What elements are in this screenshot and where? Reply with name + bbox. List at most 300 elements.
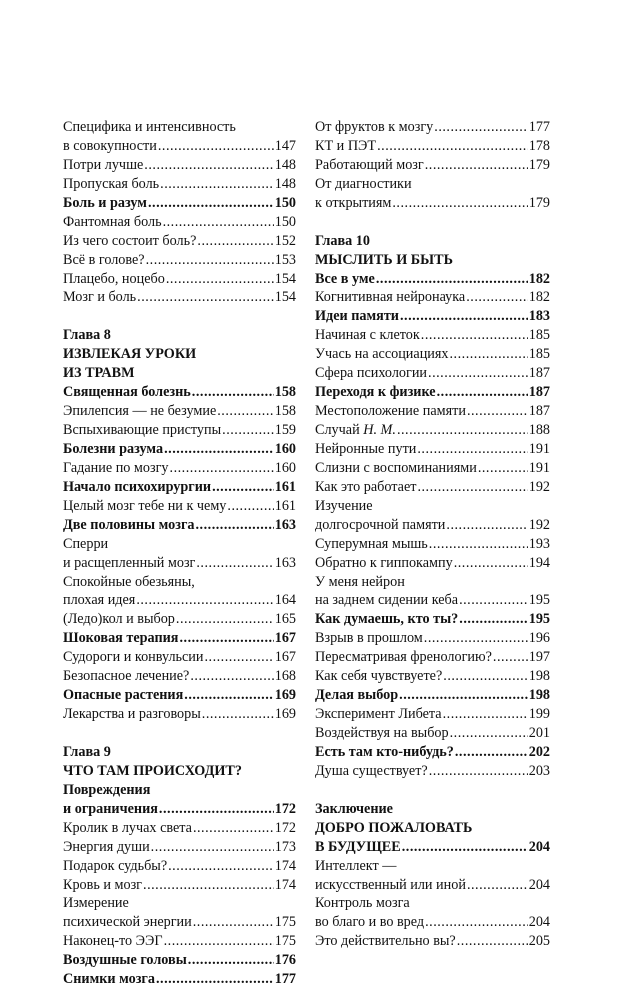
toc-entry-title: Как себя чувствуете? xyxy=(315,668,443,685)
toc-entry-title: ИЗВЛЕКАЯ УРОКИ xyxy=(63,346,197,363)
toc-entry xyxy=(315,762,550,781)
dot-leader xyxy=(179,629,273,648)
toc-page-number: 187 xyxy=(528,365,550,382)
toc-entry-title: Кролик в лучах света xyxy=(63,819,192,836)
toc-entry-title: Интеллект — xyxy=(315,857,397,874)
toc-entry-title: Сфера психологии xyxy=(315,365,428,382)
toc-entry xyxy=(315,686,550,705)
toc-page-number: 147 xyxy=(274,137,296,154)
toc-page-number: 177 xyxy=(274,971,296,988)
toc-entry-title: Как это работает xyxy=(315,478,417,495)
dot-leader xyxy=(146,251,274,270)
toc-page-number: 154 xyxy=(274,270,296,287)
toc-entry xyxy=(63,876,296,895)
toc-entry xyxy=(315,894,550,913)
toc-entry xyxy=(315,137,550,156)
toc-entry-title: Мозг и боль xyxy=(63,289,137,306)
toc-entry-title: Идеи памяти xyxy=(315,308,399,325)
toc-heading xyxy=(63,364,296,383)
toc-entry-title: Есть там кто-нибудь? xyxy=(315,743,454,760)
toc-heading xyxy=(63,762,296,781)
dot-leader xyxy=(160,175,274,194)
toc-entry xyxy=(63,667,296,686)
toc-entry-title: Контроль мозга xyxy=(315,895,410,912)
toc-page-number: 159 xyxy=(274,422,296,438)
toc-entry-title: От фруктов к мозгу xyxy=(315,119,434,135)
toc-entry xyxy=(315,156,550,175)
toc-entry xyxy=(315,705,550,724)
toc-entry-title: ДОБРО ПОЖАЛОВАТЬ xyxy=(315,819,473,836)
dot-leader xyxy=(425,913,528,932)
dot-leader xyxy=(156,970,274,989)
toc-page-number: 148 xyxy=(274,175,296,192)
toc-heading xyxy=(63,345,296,364)
toc-page-number: 160 xyxy=(274,459,296,476)
toc-page-number: 164 xyxy=(274,592,296,609)
dot-leader xyxy=(227,497,273,516)
toc-entry xyxy=(315,913,550,932)
toc-right-column xyxy=(315,118,550,951)
dot-leader xyxy=(222,421,274,440)
toc-entry xyxy=(63,573,296,592)
toc-page-number: 198 xyxy=(528,687,550,704)
dot-leader xyxy=(443,667,527,686)
toc-page-number: 198 xyxy=(528,668,550,685)
toc-page-number: 195 xyxy=(528,611,550,628)
toc-entry xyxy=(315,535,550,554)
toc-entry-title: Повреждения xyxy=(63,781,151,798)
dot-leader xyxy=(446,516,527,535)
dot-leader xyxy=(377,137,528,156)
dot-leader xyxy=(478,459,528,478)
toc-entry xyxy=(315,629,550,648)
dot-leader xyxy=(196,554,273,573)
dot-leader xyxy=(136,591,273,610)
toc-page-number: 161 xyxy=(274,478,296,495)
toc-entry xyxy=(315,288,550,307)
dot-leader xyxy=(417,478,527,497)
toc-entry xyxy=(315,421,550,440)
toc-page-number: 193 xyxy=(528,535,550,552)
toc-page-number: 177 xyxy=(528,119,550,135)
toc-entry xyxy=(63,857,296,876)
dot-leader xyxy=(202,705,274,724)
toc-page-number: 169 xyxy=(274,706,296,723)
toc-entry xyxy=(63,156,296,175)
dot-leader xyxy=(437,383,528,402)
toc-page-number: 192 xyxy=(528,478,550,495)
toc-entry-title: Энергия души xyxy=(63,838,150,855)
toc-entry xyxy=(63,951,296,970)
toc-entry xyxy=(63,535,296,554)
toc-entry xyxy=(63,194,296,213)
toc-entry-title: Лекарства и разговоры xyxy=(63,706,201,723)
toc-page-number: 191 xyxy=(528,459,550,476)
dot-leader xyxy=(429,535,528,554)
toc-entry-title: Судороги и конвульсии xyxy=(63,649,204,666)
dot-leader xyxy=(204,648,273,667)
toc-entry xyxy=(63,819,296,838)
toc-entry-title: У меня нейрон xyxy=(315,573,405,590)
toc-page-number: 165 xyxy=(274,611,296,628)
toc-entry xyxy=(315,591,550,610)
dot-leader xyxy=(190,667,273,686)
toc-entry xyxy=(315,326,550,345)
toc-entry-title: Когнитивная нейронаука xyxy=(315,289,466,306)
dot-leader xyxy=(459,591,528,610)
toc-heading xyxy=(315,819,550,838)
toc-entry-title: Священная болезнь xyxy=(63,384,191,401)
toc-entry-title: Глава 9 xyxy=(63,743,111,760)
dot-leader xyxy=(467,402,528,421)
toc-entry xyxy=(315,118,550,137)
toc-entry-title: плохая идея xyxy=(63,592,136,609)
dot-leader xyxy=(424,629,528,648)
toc-entry xyxy=(63,781,296,800)
toc-page-number: 183 xyxy=(528,308,550,325)
toc-entry-title: Глава 8 xyxy=(63,327,111,344)
toc-entry-title: Спокойные обезьяны, xyxy=(63,573,195,590)
dot-leader xyxy=(392,194,527,213)
toc-entry xyxy=(63,175,296,194)
toc-entry xyxy=(63,137,296,156)
toc-page-number: 154 xyxy=(274,289,296,306)
toc-entry xyxy=(63,591,296,610)
toc-page-number: 168 xyxy=(274,668,296,685)
toc-entry-title: Пересматривая френологию? xyxy=(315,649,492,666)
toc-entry-title: Воздушные головы xyxy=(63,952,187,969)
toc-entry-title: Случай Н. М. xyxy=(315,422,396,438)
toc-heading xyxy=(315,800,550,819)
toc-entry xyxy=(63,421,296,440)
toc-entry-title: Специфика и интенсивность xyxy=(63,119,236,135)
toc-entry xyxy=(315,402,550,421)
dot-leader xyxy=(428,364,528,383)
toc-entry xyxy=(63,838,296,857)
toc-page-number: 176 xyxy=(274,952,296,969)
toc-entry xyxy=(63,118,296,137)
toc-entry-title: Заключение xyxy=(315,800,393,817)
dot-leader xyxy=(493,648,528,667)
toc-page-number: 182 xyxy=(528,289,550,306)
dot-leader xyxy=(159,800,274,819)
toc-entry-title: Наконец-то ЭЭГ xyxy=(63,933,163,950)
toc-entry-title: и расщепленный мозг xyxy=(63,554,196,571)
toc-entry xyxy=(63,894,296,913)
toc-entry-title: Подарок судьбы? xyxy=(63,857,168,874)
toc-entry-title: Делая выбор xyxy=(315,687,399,704)
toc-entry xyxy=(315,610,550,629)
toc-entry xyxy=(63,478,296,497)
dot-leader xyxy=(443,705,528,724)
toc-page-number: 148 xyxy=(274,156,296,173)
toc-entry-title: Измерение xyxy=(63,895,129,912)
dot-leader xyxy=(400,307,528,326)
toc-page-number: 205 xyxy=(528,933,550,950)
dot-leader xyxy=(217,402,273,421)
dot-leader xyxy=(151,838,274,857)
dot-leader xyxy=(450,724,528,743)
toc-page-number: 204 xyxy=(528,838,550,855)
toc-entry-title: на заднем сидении кеба xyxy=(315,592,459,609)
toc-entry-title: долгосрочной памяти xyxy=(315,516,446,533)
toc-entry-title: Начиная с клеток xyxy=(315,327,420,344)
toc-page-number: 160 xyxy=(274,440,296,457)
toc-page-number: 204 xyxy=(528,914,550,931)
toc-entry xyxy=(63,800,296,819)
toc-entry-title: Вспыхивающие приступы xyxy=(63,422,222,438)
dot-leader xyxy=(188,951,274,970)
toc-entry xyxy=(63,383,296,402)
toc-page-number: 185 xyxy=(528,346,550,363)
toc-entry-title: Снимки мозга xyxy=(63,971,155,988)
toc-page-number: 163 xyxy=(274,516,296,533)
toc-page-number: 182 xyxy=(528,270,550,287)
dot-leader xyxy=(148,194,274,213)
dot-leader xyxy=(164,440,274,459)
toc-entry xyxy=(315,307,550,326)
toc-entry-title: Целый мозг тебе ни к чему xyxy=(63,497,227,514)
toc-entry-title: во благо и во вред xyxy=(315,914,425,931)
dot-leader xyxy=(376,270,528,289)
toc-entry-title: Суперумная мышь xyxy=(315,535,428,552)
dot-leader xyxy=(417,440,527,459)
toc-page-number: 167 xyxy=(274,649,296,666)
toc-entry-title: Кровь и мозг xyxy=(63,876,143,893)
toc-entry xyxy=(63,932,296,951)
toc-entry xyxy=(315,364,550,383)
dot-leader xyxy=(429,762,528,781)
dot-leader xyxy=(466,288,528,307)
toc-entry-title: Болезни разума xyxy=(63,440,164,457)
dot-leader xyxy=(421,326,528,345)
toc-entry-title: и ограничения xyxy=(63,800,158,817)
toc-entry-title: Две половины мозга xyxy=(63,516,195,533)
toc-entry-title: Взрыв в прошлом xyxy=(315,630,423,647)
toc-entry-title: Местоположение памяти xyxy=(315,403,466,420)
toc-entry xyxy=(63,913,296,932)
toc-page-number: 174 xyxy=(274,876,296,893)
toc-entry-title: Это действительно вы? xyxy=(315,933,456,950)
toc-page-number: 173 xyxy=(274,838,296,855)
toc-entry-title: Слизни с воспоминаниями xyxy=(315,459,477,476)
toc-entry xyxy=(315,724,550,743)
toc-entry-title: Сперри xyxy=(63,535,109,552)
toc-entry-title: в совокупности xyxy=(63,137,157,154)
toc-entry xyxy=(63,970,296,989)
toc-entry-title: Эпилепсия — не безумие xyxy=(63,403,217,420)
toc-page-number: 172 xyxy=(274,819,296,836)
dot-leader xyxy=(402,838,528,857)
toc-entry xyxy=(63,270,296,289)
toc-entry xyxy=(315,459,550,478)
toc-entry-title: психической энергии xyxy=(63,914,192,931)
toc-entry xyxy=(315,554,550,573)
toc-page-number: 172 xyxy=(274,800,296,817)
toc-entry xyxy=(63,686,296,705)
toc-entry xyxy=(315,175,550,194)
toc-entry xyxy=(315,648,550,667)
dot-leader xyxy=(163,213,274,232)
dot-leader xyxy=(144,156,273,175)
toc-entry xyxy=(315,270,550,289)
toc-entry xyxy=(63,554,296,573)
toc-entry-title: КТ и ПЭТ xyxy=(315,137,377,154)
toc-entry-title: Глава 10 xyxy=(315,232,370,249)
toc-entry xyxy=(63,610,296,629)
toc-page-number: 187 xyxy=(528,403,550,420)
toc-entry-title: Обратно к гиппокампу xyxy=(315,554,453,571)
toc-entry-title: к открытиям xyxy=(315,194,392,211)
toc-entry-title: Фантомная боль xyxy=(63,213,162,230)
toc-page-number: 192 xyxy=(528,516,550,533)
toc-entry-title: Всё в голове? xyxy=(63,251,145,268)
toc-entry-title: От диагностики xyxy=(315,175,412,192)
toc-entry xyxy=(315,516,550,535)
toc-entry xyxy=(315,440,550,459)
toc-entry xyxy=(315,857,550,876)
dot-leader xyxy=(212,478,274,497)
toc-entry-title: ИЗ ТРАВМ xyxy=(63,365,135,382)
toc-entry xyxy=(315,194,550,213)
toc-entry-title: Потри лучше xyxy=(63,156,144,173)
toc-heading xyxy=(63,326,296,345)
dot-leader xyxy=(193,913,274,932)
dot-leader xyxy=(459,610,527,629)
dot-leader xyxy=(184,686,273,705)
toc-entry-title: Плацебо, ноцебо xyxy=(63,270,165,287)
toc-entry xyxy=(63,629,296,648)
toc-page-number: 202 xyxy=(528,743,550,760)
dot-leader xyxy=(143,876,274,895)
toc-entry xyxy=(63,213,296,232)
toc-page-number: 150 xyxy=(274,194,296,211)
toc-entry-title: МЫСЛИТЬ И БЫТЬ xyxy=(315,251,453,268)
toc-page-number: 163 xyxy=(274,554,296,571)
toc-entry-title: Шоковая терапия xyxy=(63,630,179,647)
toc-page-number: 187 xyxy=(528,384,550,401)
toc-page-number: 201 xyxy=(528,725,550,741)
toc-page-number: 174 xyxy=(274,857,296,874)
toc-entry-title: Изучение xyxy=(315,497,373,514)
dot-leader xyxy=(455,743,528,762)
toc-entry xyxy=(315,497,550,516)
toc-entry-title: Эксперимент Либета xyxy=(315,706,442,723)
dot-leader xyxy=(425,156,528,175)
dot-leader xyxy=(197,232,273,251)
dot-leader xyxy=(454,554,528,573)
toc-entry xyxy=(63,288,296,307)
toc-entry-title: Воздействуя на выбор xyxy=(315,725,449,741)
toc-page-number: 185 xyxy=(528,327,550,344)
toc-page-number: 153 xyxy=(274,251,296,268)
toc-page-number: 197 xyxy=(528,649,550,666)
toc-entry-title: Безопасное лечение? xyxy=(63,668,190,685)
toc-page-number: 152 xyxy=(274,232,296,249)
dot-leader xyxy=(158,137,274,156)
toc-entry-title: Гадание по мозгу xyxy=(63,459,169,476)
toc-entry xyxy=(315,838,550,857)
dot-leader xyxy=(166,270,274,289)
toc-page-number: 178 xyxy=(528,137,550,154)
dot-leader xyxy=(196,516,274,535)
toc-entry xyxy=(315,667,550,686)
toc-page-number: 150 xyxy=(274,213,296,230)
toc-entry-title: Нейронные пути xyxy=(315,440,417,457)
toc-heading xyxy=(315,251,550,270)
toc-entry-title: ЧТО ТАМ ПРОИСХОДИТ? xyxy=(63,762,242,779)
toc-page-number: 199 xyxy=(528,706,550,723)
toc-entry-title: Начало психохирургии xyxy=(63,478,212,495)
toc-entry-title: Учась на ассоциациях xyxy=(315,346,449,363)
toc-entry-title: Пропуская боль xyxy=(63,175,160,192)
toc-entry-title: искусственный или иной xyxy=(315,876,466,893)
dot-leader xyxy=(168,857,274,876)
toc-entry-title: В БУДУЩЕЕ xyxy=(315,838,401,855)
toc-entry xyxy=(63,705,296,724)
dot-leader xyxy=(434,118,527,137)
toc-page-number: 158 xyxy=(274,403,296,420)
toc-entry-title: Душа существует? xyxy=(315,762,428,779)
dot-leader xyxy=(399,686,528,705)
toc-page-number: 179 xyxy=(528,156,550,173)
toc-page-number: 188 xyxy=(528,422,550,438)
toc-heading xyxy=(63,743,296,762)
toc-page-number: 179 xyxy=(528,194,550,211)
toc-entry xyxy=(315,573,550,592)
toc-entry xyxy=(315,345,550,364)
dot-leader xyxy=(450,345,528,364)
toc-entry-title: Из чего состоит боль? xyxy=(63,232,197,249)
toc-page-number: 161 xyxy=(274,497,296,514)
toc-page-number: 167 xyxy=(274,630,296,647)
toc-entry xyxy=(63,440,296,459)
toc-entry-title: Переходя к физике xyxy=(315,384,436,401)
toc-entry xyxy=(63,459,296,478)
toc-entry-title: Работающий мозг xyxy=(315,156,424,173)
toc-page-number: 175 xyxy=(274,914,296,931)
toc-page-number: 195 xyxy=(528,592,550,609)
toc-page-number: 175 xyxy=(274,933,296,950)
dot-leader xyxy=(170,459,274,478)
toc-entry xyxy=(315,478,550,497)
dot-leader xyxy=(467,876,528,895)
toc-entry xyxy=(315,743,550,762)
toc-entry xyxy=(63,516,296,535)
toc-entry-title: Все в уме xyxy=(315,270,375,287)
toc-page-number: 204 xyxy=(528,876,550,893)
toc-entry-title: Опасные растения xyxy=(63,687,184,704)
toc-page-number: 203 xyxy=(528,762,550,779)
toc-entry xyxy=(315,876,550,895)
toc-entry xyxy=(63,648,296,667)
toc-page-number: 191 xyxy=(528,440,550,457)
toc-entry xyxy=(63,232,296,251)
toc-left-column xyxy=(63,118,296,989)
dot-leader xyxy=(164,932,274,951)
toc-page-number: 169 xyxy=(274,687,296,704)
toc-entry xyxy=(315,932,550,951)
dot-leader xyxy=(457,932,528,951)
toc-entry-title: Как думаешь, кто ты? xyxy=(315,611,459,628)
dot-leader xyxy=(397,421,528,440)
toc-entry xyxy=(63,497,296,516)
dot-leader xyxy=(192,383,274,402)
toc-entry xyxy=(63,402,296,421)
toc-entry xyxy=(63,251,296,270)
dot-leader xyxy=(137,288,274,307)
toc-entry-title: Боль и разум xyxy=(63,194,147,211)
